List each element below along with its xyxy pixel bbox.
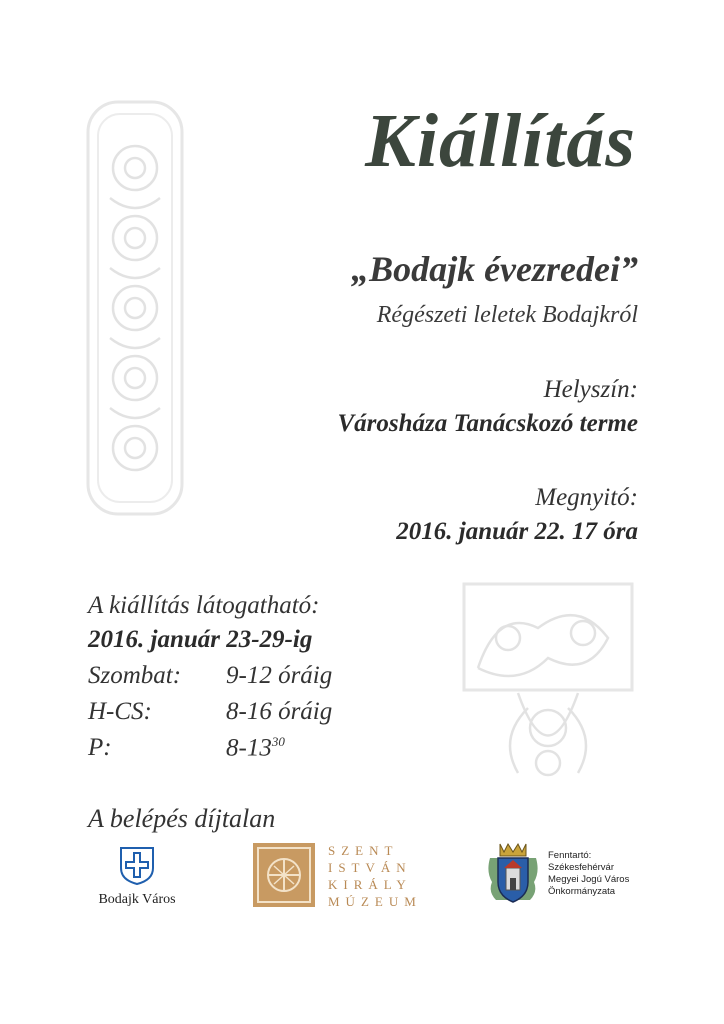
museum-emblem-icon: [252, 842, 316, 908]
hours-time: 9-12 óráig: [226, 662, 333, 689]
decorative-artifact-left: [80, 98, 190, 518]
venue-value: Városháza Tanácskozó terme: [337, 410, 638, 437]
hours-day: Szombat:: [88, 662, 182, 689]
szekesfehervar-coat-of-arms-icon: [486, 842, 540, 908]
hours-superscript: 30: [271, 734, 285, 749]
bodajk-coat-of-arms-icon: [119, 846, 155, 886]
hours-time: 8-16 óráig: [226, 698, 333, 725]
museum-text-line: KIRÁLY: [328, 877, 412, 892]
exhibition-subtitle: Régészeti leletek Bodajkról: [376, 302, 638, 328]
sponsor-logo: [486, 842, 656, 912]
sponsor-text-line: Székesfehérvár: [548, 862, 615, 873]
bodajk-logo: [92, 846, 182, 908]
hours-time: $8-13^{30}$: [226, 734, 285, 762]
decorative-artifact-right: [458, 578, 638, 788]
museum-text-line: MÚZEUM: [328, 894, 422, 909]
museum-text-line: SZENT: [328, 843, 399, 858]
poster-title: Kiállítás: [365, 99, 636, 183]
exhibition-name: „Bodajk évezredei”: [351, 249, 638, 289]
opening-label: Megnyitó:: [535, 484, 638, 511]
sponsor-text-line: Fenntartó:: [548, 850, 592, 861]
museum-text-line: ISTVÁN: [328, 860, 412, 875]
entry-free-text: A belépés díjtalan: [88, 804, 276, 833]
opening-value: 2016. január 22. 17 óra: [396, 518, 638, 545]
venue-label: Helyszín:: [543, 376, 638, 403]
visiting-dates: 2016. január 23-29-ig: [88, 626, 313, 653]
sponsor-text-line: Megyei Jogú Város: [548, 874, 630, 885]
hours-day: H-CS:: [88, 698, 152, 725]
museum-logo: [252, 842, 422, 912]
bodajk-caption: Bodajk Város: [98, 892, 176, 907]
visiting-label: A kiállítás látogatható:: [88, 592, 320, 619]
sponsor-text-line: Önkormányzata: [548, 886, 616, 897]
hours-day: P:: [88, 734, 112, 761]
